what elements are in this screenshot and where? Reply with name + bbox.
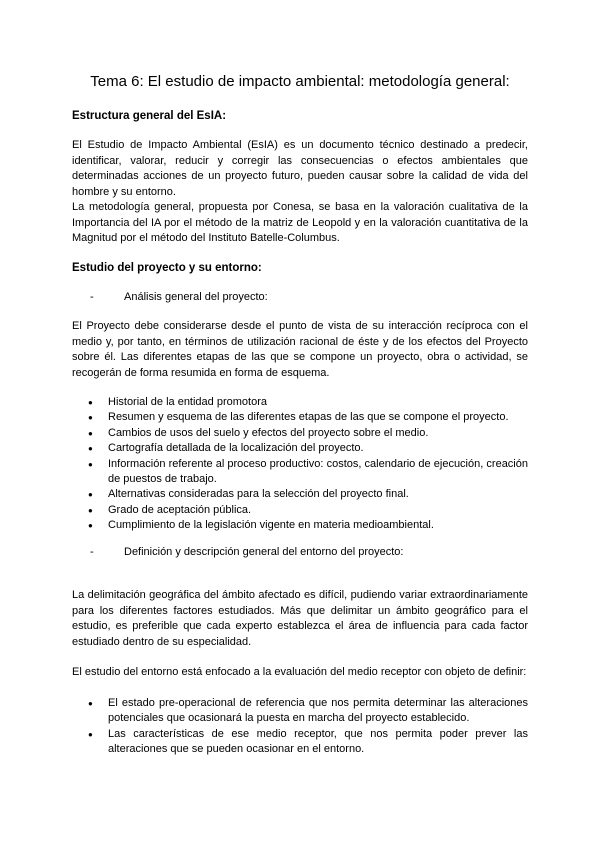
bullet-list-proyecto bbox=[72, 395, 528, 534]
section-heading-proyecto-entorno: Estudio del proyecto y su entorno: bbox=[72, 262, 262, 274]
list-item: ● Cartografía detallada de la localización del proyecto. bbox=[72, 441, 528, 456]
list-item: ● Resumen y esquema de las diferentes etapas de las que se compone el proyecto. bbox=[72, 410, 528, 425]
paragraph-proyecto: El Proyecto debe considerarse desde el punto de vista de su interacción recíproca con el medio y, por tanto, en términos de utilización racional de éste y de los efectos del Proyecto sobre él. Las diferentes etapas de las que se compone un proyecto, obra o actividad, se recogerán de forma resumida en forma de esquema. bbox=[72, 320, 528, 379]
dash-item-entorno bbox=[90, 545, 403, 560]
list-item: ● Grado de aceptación pública. bbox=[72, 503, 528, 518]
dash-item-analisis bbox=[90, 290, 268, 305]
bullet-list-entorno bbox=[72, 696, 528, 758]
section-heading-estructura: Estructura general del EsIA: bbox=[72, 110, 227, 122]
list-item: ● Cumplimiento de la legislación vigente en materia medioambiental. bbox=[72, 518, 528, 533]
dash-marker: - bbox=[90, 291, 94, 303]
list-item: ● El estado pre-operacional de referencia que nos permita determinar las alteraciones potenciales que ocasionará la puesta en marcha del proyecto establecido. bbox=[72, 696, 528, 727]
paragraph-estudio-entorno: El estudio del entorno está enfocado a la evaluación del medio receptor con objeto de definir: bbox=[72, 666, 527, 678]
list-item: ● Información referente al proceso productivo: costos, calendario de ejecución, creación de puestos de trabajo. bbox=[72, 457, 528, 488]
dash-marker: - bbox=[90, 546, 94, 558]
paragraph-delimitacion: La delimitación geográfica del ámbito afectado es difícil, pudiendo variar extraordinariamente para los diferentes factores estudiados. Más que delimitar un ámbito geográfico para el estudio, es preferible que cada experto establezca el área de influencia para cada factor estudiado dentro de su especialidad. bbox=[72, 589, 528, 648]
dash-item-label: Análisis general del proyecto: bbox=[124, 291, 268, 303]
paragraph-esia-definition: El Estudio de Impacto Ambiental (EsIA) es un documento técnico destinado a predecir, identificar, valorar, reducir y corregir las consecuencias o efectos ambientales que determinadas acciones de un proyecto futuro, pueden causar sobre la calidad de vida del hombre y su entorno. bbox=[72, 139, 528, 198]
list-item: ● Las características de ese medio receptor, que nos permita poder prever las alteraciones que se pueden ocasionar en el entorno. bbox=[72, 727, 528, 758]
dash-item-label: Definición y descripción general del entorno del proyecto: bbox=[124, 546, 404, 558]
paragraph-methodology: La metodología general, propuesta por Conesa, se basa en la valoración cualitativa de la Importancia del IA por el método de la matriz de Leopold y en la valoración cuantitativa de la Magnitud por el método del Instituto Batelle-Columbus. bbox=[72, 201, 528, 245]
list-item: ● Cambios de usos del suelo y efectos del proyecto sobre el medio. bbox=[72, 426, 528, 441]
list-item: ● Historial de la entidad promotora bbox=[72, 395, 528, 410]
list-item: ● Alternativas consideradas para la selección del proyecto final. bbox=[72, 487, 528, 502]
document-title: Tema 6: El estudio de impacto ambiental: metodología general: bbox=[90, 73, 510, 90]
